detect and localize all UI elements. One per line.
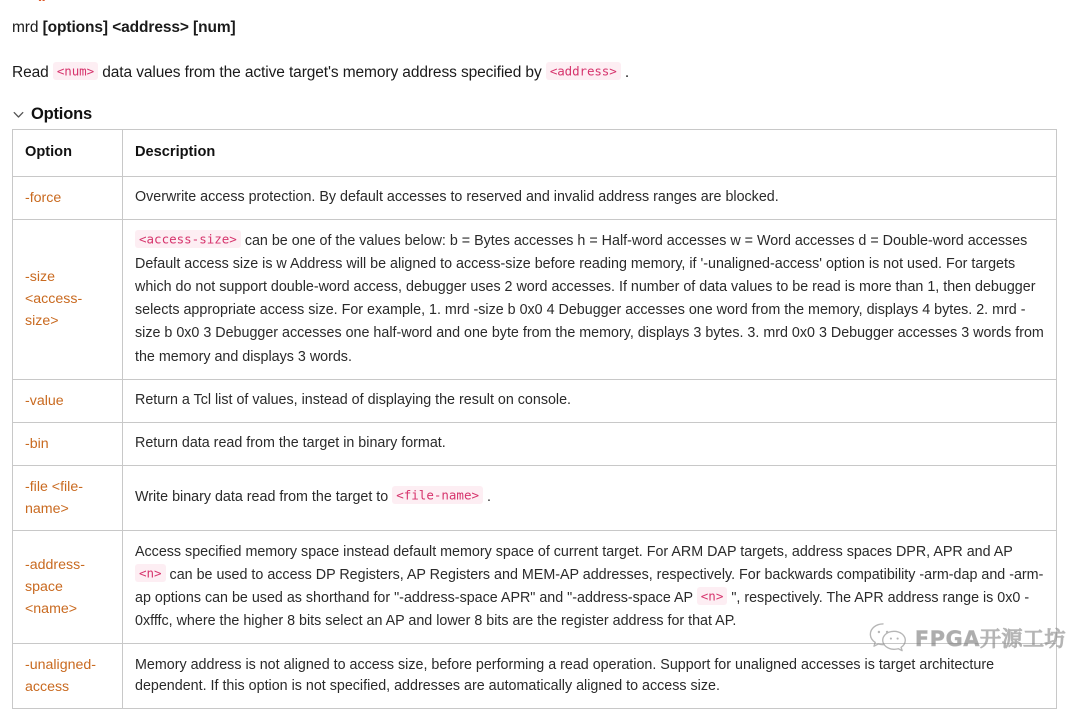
chevron-down-icon[interactable] (12, 108, 25, 121)
table-body (13, 176, 1057, 709)
description-text-tail: . (620, 63, 630, 81)
table-row (13, 219, 1057, 379)
option-label: -size <access-size> (13, 219, 123, 379)
command-description (12, 39, 1068, 84)
command-synopsis (12, 0, 1068, 39)
table-row (13, 176, 1057, 219)
code-access-size: <access-size> (135, 230, 241, 248)
description-text-lead: Access specified memory space instead default memory space of current target. For ARM DAP targets, address spaces DPR, APR and AP (135, 543, 1013, 560)
description-text-middle: data values from the active target's memory address specified by (98, 63, 546, 81)
option-description: Memory address is not aligned to access size, before performing a read operation. Support for unaligned accesses is target architecture dependent. If this option is not specified, addresses are automatically aligned to access size. (123, 644, 1057, 709)
table-row (13, 644, 1057, 709)
description-text: can be one of the values below: b = Bytes accesses h = Half-word accesses w = Word accesses d = Double-word accesses Default access size is w Address will be aligned to access-size before reading memory, if '-unaligned-access' option is not used. For targets which do not support double-word access, debugger uses 2 word accesses. If number of data values to be read is more than 1, then debugger selects appropriate access size. For example, 1. mrd -size b 0x0 4 Debugger accesses one word from the memory, displays 4 bytes. 2. mrd -size b 0x0 3 Debugger accesses one half-word and one byte from the memory, displays 3 bytes. 3. mrd 0x0 3 Debugger accesses 3 words from the memory and displays 3 words. (135, 232, 1044, 365)
table-row (13, 465, 1057, 530)
description-text-tail: . (483, 488, 491, 505)
option-label: -force (13, 176, 123, 219)
command-arguments: [options] <address> [num] (42, 19, 236, 36)
option-description (123, 219, 1057, 379)
watermark-text: FPGA开源工坊 (914, 627, 1066, 651)
clipped-heading-fragment (37, 0, 46, 1)
option-label: -value (13, 379, 123, 422)
description-text-tail: ", respectively. The APR address range is 0x0 - 0xfffc, where the higher 8 bits select an AP and lower 8 bits are the register address for that AP. (135, 589, 1030, 630)
options-section-title: Options (31, 104, 92, 123)
option-description (123, 465, 1057, 530)
code-num: <num> (53, 62, 98, 80)
table-header-row (13, 129, 1057, 176)
description-text-middle: can be used to access DP Registers, AP Registers and MEM-AP addresses, respectively. For backwards compatibility -arm-dap and -arm-ap options can be used as shorthand for "-address-space APR" and "-address-space AP (135, 566, 1044, 606)
options-table (12, 129, 1057, 709)
code-address: <address> (546, 62, 621, 80)
code-n-first: <n> (135, 564, 166, 582)
option-description (123, 530, 1057, 644)
code-n-second: <n> (697, 587, 728, 605)
column-header-option: Option (13, 129, 123, 176)
option-label: -file <file-name> (13, 465, 123, 530)
table-row (13, 530, 1057, 644)
option-label: -unaligned-access (13, 644, 123, 709)
option-label: -bin (13, 422, 123, 465)
option-description: Return a Tcl list of values, instead of displaying the result on console. (123, 379, 1057, 422)
description-text-lead: Read (12, 63, 53, 81)
column-header-description: Description (123, 129, 1057, 176)
option-description: Return data read from the target in binary format. (123, 422, 1057, 465)
option-description: Overwrite access protection. By default accesses to reserved and invalid address ranges are blocked. (123, 176, 1057, 219)
table-head (13, 129, 1057, 176)
command-name: mrd (12, 19, 43, 36)
table-row (13, 422, 1057, 465)
table-row (13, 379, 1057, 422)
code-file-name: <file-name> (392, 486, 483, 504)
description-text-lead: Write binary data read from the target to (135, 488, 393, 505)
options-section-header[interactable] (12, 84, 1068, 129)
option-label: -address-space <name> (13, 530, 123, 644)
